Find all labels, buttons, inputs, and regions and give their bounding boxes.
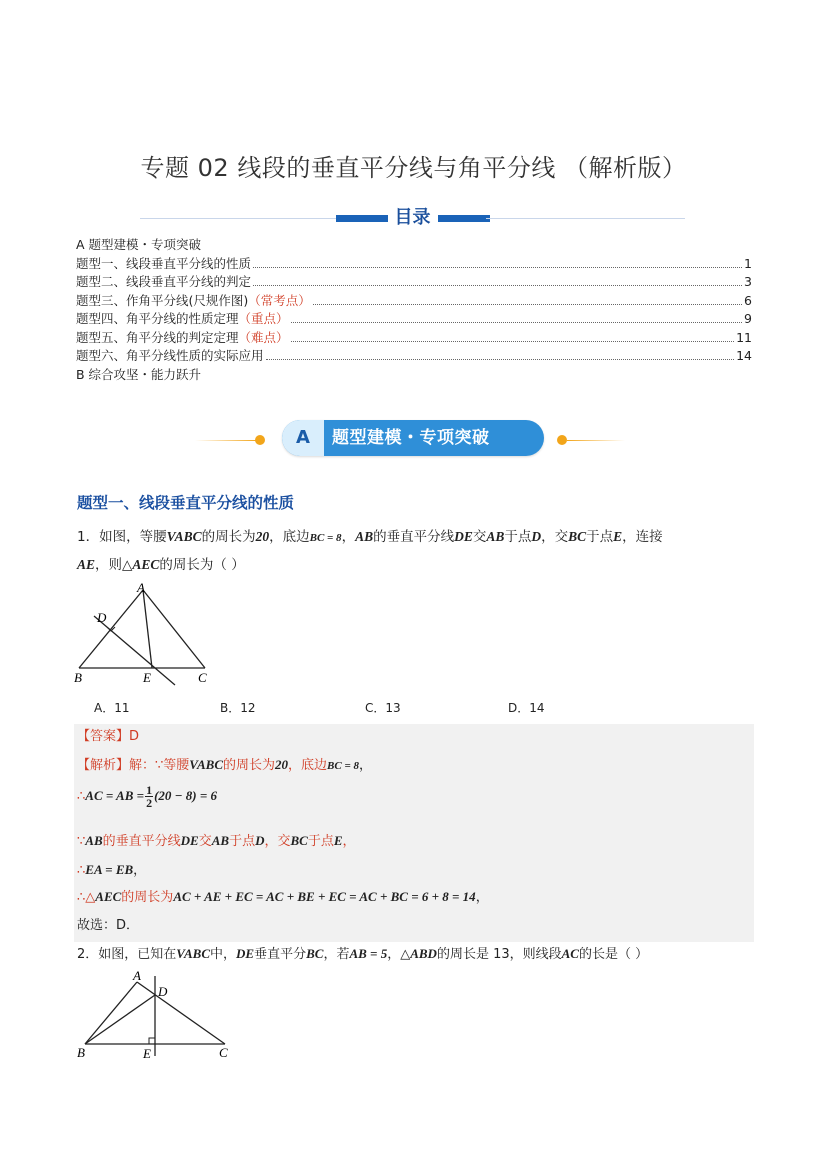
toc-part-b[interactable]: B 综合攻坚・能力跃升 [76,366,202,382]
toc-item-label: 题型一、线段垂直平分线的性质 [76,255,252,271]
fraction-denominator: 2 [146,796,153,810]
analysis-line-3 [77,830,356,849]
q2-figure [70,968,240,1063]
segment-ae [143,590,152,668]
fraction-one-half [145,784,153,809]
q1-text: 的周长为（ ） [159,557,245,573]
q1-math: AEC [132,557,160,572]
q2-text: 的周长是 13，则线段 [436,947,562,962]
analysis-math: AEC [95,889,122,904]
toc-item[interactable] [76,292,752,311]
q1-math: BC = 8 [309,532,342,544]
segment-ac [143,590,205,668]
q1-text: 的周长为 [201,529,256,545]
toc-item-page: 11 [736,329,752,345]
analysis-math: AB [85,833,103,848]
analysis-math: E [333,833,343,848]
q2-text: 垂直平分 [254,947,307,962]
analysis-math: VABC [189,757,224,772]
q1-math: D [531,529,542,544]
q1-text: ，交 [541,529,569,545]
q2-math: VABC [176,946,210,961]
analysis-text: 的垂直平分线 [102,834,181,849]
analysis-math: AC + AE + EC = AC + BE + EC = AC + BC = 6 + 8 = 14 [173,889,476,904]
q1-figure [70,580,220,690]
toc-item-page: 14 [736,348,752,363]
analysis-math: BC = 8 [327,760,359,772]
analysis-math: AC = AB = [85,788,145,803]
analysis-math: BC [290,833,308,848]
label-b: B [74,670,82,685]
q1-text: 1．如图，等腰 [77,529,167,545]
toc-item-page: 1 [744,255,752,271]
analysis-text: ∴ [77,863,86,878]
option-c[interactable]: C．13 [365,701,401,715]
q1-math: VABC [166,529,202,544]
q2-math: AB = 5 [349,946,388,961]
analysis-text: ，底边 [288,758,328,773]
banner-dot-right [557,435,567,445]
right-angle-mark [149,1038,155,1044]
option-a[interactable]: A．11 [94,701,130,715]
q1-text: 于点 [504,529,532,545]
q1-math: AB [486,529,505,544]
q2-text: 中， [210,947,237,962]
label-a: A [133,968,141,983]
section-banner [195,418,625,462]
q1-math: AB [355,529,374,544]
analysis-line-4 [77,859,146,878]
perpendicular-bisector-de [94,616,175,685]
analysis-text: ， [133,863,147,878]
analysis-text: ∴△ [77,890,96,905]
label-d: D [158,984,168,999]
option-b[interactable]: B．12 [220,701,256,715]
banner-pill [282,420,544,456]
q2-math: AC [561,946,579,961]
q1-text: 于点 [586,529,614,545]
toc-item-page: 9 [744,311,752,326]
answer-label: 【答案】 [77,729,130,744]
q1-text: ，底边 [269,529,310,545]
answer-value: D [129,729,140,744]
toc-item-tag: （重点） [238,311,289,326]
q1-math: E [613,529,623,544]
q2-math: DE [236,946,255,961]
analysis-line-5 [77,886,489,905]
toc-heading-bar [140,203,685,227]
toc-leader-dots [266,347,735,360]
toc-item-label: 题型四、角平分线的性质定理 [76,311,239,326]
q1-math: BC [568,529,587,544]
toc-item-tag: （常考点） [248,292,311,308]
label-a: A [137,580,145,595]
question-2 [77,943,648,962]
analysis-text: ， [475,890,489,905]
toc-item[interactable] [76,310,752,329]
banner-line-right [567,440,625,441]
toc-item-label: 题型三、作角平分线(尺规作图) [76,292,249,308]
toc-item-label: 题型六、角平分线性质的实际应用 [76,348,264,363]
q1-text: ，则△ [95,557,133,573]
toc-leader-dots [253,255,742,268]
table-of-contents [76,236,752,384]
label-c: C [219,1045,228,1060]
q1-math: AE [77,557,96,572]
analysis-text: 的周长为 [223,758,276,773]
toc-item[interactable] [76,347,752,366]
question-1-line-2 [77,553,245,573]
label-e: E [143,670,151,685]
toc-leader-dots [253,273,742,286]
q1-text: 的垂直平分线 [373,529,455,545]
analysis-text: ∵ [77,834,86,849]
label-b: B [77,1045,85,1060]
banner-line-left [195,440,257,441]
q2-text: 2．如图，已知在 [77,947,177,962]
toc-heading: 目录 [394,207,431,228]
analysis-line-1 [77,754,372,773]
q2-math: BC [306,946,324,961]
section-heading: 题型一、线段垂直平分线的性质 [77,494,295,512]
q2-text: ， [387,947,401,962]
segment-ac [137,982,225,1044]
analysis-math: AB [211,833,230,848]
analysis-label: 【解析】 [77,758,130,773]
analysis-math: 20 [275,757,289,772]
toc-item[interactable] [76,255,752,274]
analysis-text: 解：∵等腰 [129,758,190,773]
q1-math: 20 [255,529,270,544]
label-c: C [198,670,207,685]
q1-text: 交 [472,529,487,545]
toc-item[interactable] [76,273,752,292]
toc-item-page: 6 [744,292,752,308]
q2-math: △ABD [400,946,437,961]
segment-ab [79,590,143,668]
analysis-text: 于点 [307,834,334,849]
q1-math: DE [454,529,473,544]
question-1-line-1 [77,525,663,545]
toc-item-tag: （难点） [238,329,289,345]
toc-item-page: 3 [744,274,752,289]
option-d[interactable]: D．14 [508,701,545,715]
label-e: E [143,1046,151,1061]
analysis-text: 的周长为 [121,890,174,905]
toc-item-label: 题型二、线段垂直平分线的判定 [76,274,252,289]
toc-leader-dots [291,329,735,342]
page-title: 专题 02 线段的垂直平分线与角平分线 （解析版） [140,154,687,182]
analysis-math: DE [180,833,199,848]
q2-text: ，若 [323,947,350,962]
toc-item[interactable] [76,329,752,348]
answer-line [77,725,139,744]
toc-part-a[interactable]: A 题型建模・专项突破 [76,237,202,252]
fraction-numerator: 1 [146,783,153,797]
analysis-text: ∴ [77,789,86,804]
analysis-math: (20 − 8) = 6 [154,788,218,803]
analysis-line-6: 故选：D． [77,918,140,933]
analysis-text: 于点 [229,834,256,849]
q1-text: ，连接 [622,529,663,545]
analysis-math: D [255,833,265,848]
analysis-text: ，交 [264,834,291,849]
analysis-text: ， [359,758,373,773]
banner-letter: A [282,420,324,456]
analysis-text: ， [342,834,356,849]
label-d: D [97,610,107,625]
toc-leader-dots [291,310,743,323]
toc-leader-dots [313,292,742,305]
q2-text: 的长是（ ） [578,947,649,962]
banner-text: 题型建模・专项突破 [332,428,490,448]
toc-item-label: 题型五、角平分线的判定定理 [76,329,239,345]
analysis-math: EA = EB [85,862,134,877]
q1-text: ， [341,529,356,545]
analysis-line-2 [77,784,217,809]
analysis-text: 交 [198,834,212,849]
banner-dot-left [255,435,265,445]
